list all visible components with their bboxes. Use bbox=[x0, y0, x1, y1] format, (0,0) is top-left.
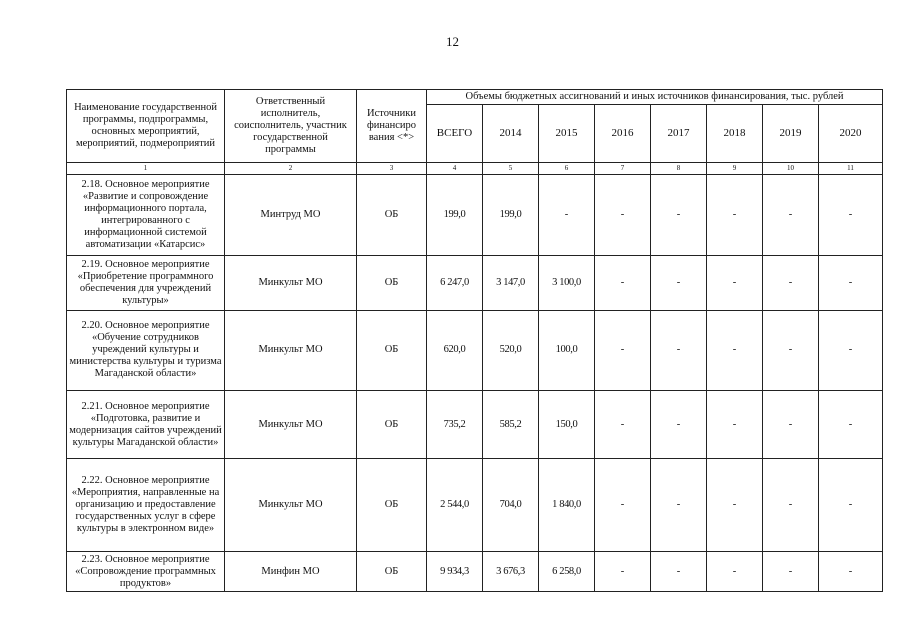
activity-name: 2.22. Основное мероприятие «Мероприятия, направленные на организацию и предоставление государственных услуг в сфере культуры в электронном виде» bbox=[67, 459, 225, 552]
column-number: 9 bbox=[707, 163, 763, 175]
header-source: Источники финансиро вания <*> bbox=[357, 90, 427, 163]
year-amount: - bbox=[595, 391, 651, 459]
total-amount: 620,0 bbox=[427, 310, 483, 391]
activity-name: 2.18. Основное мероприятие «Развитие и сопровождение информационного портала, интегрированного с информационной системой автоматизации «Катарсис» bbox=[67, 174, 225, 256]
funding-source: ОБ bbox=[357, 310, 427, 391]
year-amount: - bbox=[595, 256, 651, 310]
table-row bbox=[67, 391, 883, 459]
table-row bbox=[67, 256, 883, 310]
year-amount: - bbox=[763, 391, 819, 459]
funding-source: ОБ bbox=[357, 174, 427, 256]
column-number: 10 bbox=[763, 163, 819, 175]
year-amount: - bbox=[651, 391, 707, 459]
total-amount: 9 934,3 bbox=[427, 552, 483, 592]
year-amount: - bbox=[651, 174, 707, 256]
year-amount: 1 840,0 bbox=[539, 459, 595, 552]
year-amount: - bbox=[539, 174, 595, 256]
funding-source: ОБ bbox=[357, 459, 427, 552]
responsible-executor: Минкульт МО bbox=[225, 391, 357, 459]
year-amount: - bbox=[707, 310, 763, 391]
year-amount: - bbox=[595, 174, 651, 256]
year-amount: - bbox=[707, 256, 763, 310]
year-amount: 6 258,0 bbox=[539, 552, 595, 592]
total-amount: 199,0 bbox=[427, 174, 483, 256]
year-amount: - bbox=[651, 310, 707, 391]
year-amount: - bbox=[819, 310, 883, 391]
responsible-executor: Минкульт МО bbox=[225, 310, 357, 391]
year-amount: - bbox=[595, 552, 651, 592]
table-row bbox=[67, 310, 883, 391]
total-amount: 6 247,0 bbox=[427, 256, 483, 310]
total-amount: 735,2 bbox=[427, 391, 483, 459]
header-responsible: Ответственный исполнитель, соисполнитель, участник государственной программы bbox=[225, 90, 357, 163]
activity-name: 2.19. Основное мероприятие «Приобретение программного обеспечения для учреждений культуры» bbox=[67, 256, 225, 310]
year-amount: - bbox=[819, 552, 883, 592]
year-amount: - bbox=[595, 310, 651, 391]
year-amount: - bbox=[707, 552, 763, 592]
column-number: 5 bbox=[483, 163, 539, 175]
year-amount: - bbox=[819, 174, 883, 256]
funding-source: ОБ bbox=[357, 256, 427, 310]
activity-name: 2.23. Основное мероприятие «Сопровождение программных продуктов» bbox=[67, 552, 225, 592]
column-number: 3 bbox=[357, 163, 427, 175]
responsible-executor: Минфин МО bbox=[225, 552, 357, 592]
year-amount: 199,0 bbox=[483, 174, 539, 256]
year-amount: - bbox=[763, 256, 819, 310]
total-amount: 2 544,0 bbox=[427, 459, 483, 552]
header-name: Наименование государственной программы, подпрограммы, основных мероприятий, мероприятий, подмероприятий bbox=[67, 90, 225, 163]
header-row bbox=[67, 90, 883, 105]
responsible-executor: Минтруд МО bbox=[225, 174, 357, 256]
year-amount: - bbox=[707, 391, 763, 459]
year-amount: - bbox=[595, 459, 651, 552]
column-number: 1 bbox=[67, 163, 225, 175]
year-amount: - bbox=[651, 256, 707, 310]
page-number: 12 bbox=[446, 34, 459, 49]
header-total: ВСЕГО bbox=[427, 104, 483, 163]
year-amount: 585,2 bbox=[483, 391, 539, 459]
year-amount: - bbox=[819, 391, 883, 459]
header-year: 2020 bbox=[819, 104, 883, 163]
activity-name: 2.20. Основное мероприятие «Обучение сотрудников учреждений культуры и министерства культуры и туризма Магаданской области» bbox=[67, 310, 225, 391]
year-amount: - bbox=[707, 459, 763, 552]
year-amount: 3 100,0 bbox=[539, 256, 595, 310]
year-amount: 520,0 bbox=[483, 310, 539, 391]
column-number: 7 bbox=[595, 163, 651, 175]
table-row bbox=[67, 552, 883, 592]
year-amount: 150,0 bbox=[539, 391, 595, 459]
year-amount: - bbox=[763, 459, 819, 552]
column-number: 2 bbox=[225, 163, 357, 175]
year-amount: - bbox=[819, 256, 883, 310]
header-year: 2019 bbox=[763, 104, 819, 163]
activity-name: 2.21. Основное мероприятие «Подготовка, развитие и модернизация сайтов учреждений культуры Магаданской области» bbox=[67, 391, 225, 459]
column-number-row bbox=[67, 163, 883, 175]
header-year: 2018 bbox=[707, 104, 763, 163]
header-year: 2015 bbox=[539, 104, 595, 163]
year-amount: - bbox=[651, 459, 707, 552]
funding-source: ОБ bbox=[357, 391, 427, 459]
header-year: 2017 bbox=[651, 104, 707, 163]
year-amount: 3 676,3 bbox=[483, 552, 539, 592]
financing-table bbox=[66, 89, 883, 592]
year-amount: - bbox=[763, 552, 819, 592]
year-amount: - bbox=[763, 310, 819, 391]
year-amount: 704,0 bbox=[483, 459, 539, 552]
year-amount: - bbox=[651, 552, 707, 592]
header-funding-group: Объемы бюджетных ассигнований и иных источников финансирования, тыс. рублей bbox=[427, 90, 883, 105]
year-amount: - bbox=[707, 174, 763, 256]
header-year: 2014 bbox=[483, 104, 539, 163]
responsible-executor: Минкульт МО bbox=[225, 256, 357, 310]
year-amount: 3 147,0 bbox=[483, 256, 539, 310]
year-amount: - bbox=[819, 459, 883, 552]
column-number: 4 bbox=[427, 163, 483, 175]
column-number: 8 bbox=[651, 163, 707, 175]
header-year: 2016 bbox=[595, 104, 651, 163]
responsible-executor: Минкульт МО bbox=[225, 459, 357, 552]
table-row bbox=[67, 174, 883, 256]
column-number: 11 bbox=[819, 163, 883, 175]
table-row bbox=[67, 459, 883, 552]
year-amount: 100,0 bbox=[539, 310, 595, 391]
funding-source: ОБ bbox=[357, 552, 427, 592]
year-amount: - bbox=[763, 174, 819, 256]
column-number: 6 bbox=[539, 163, 595, 175]
